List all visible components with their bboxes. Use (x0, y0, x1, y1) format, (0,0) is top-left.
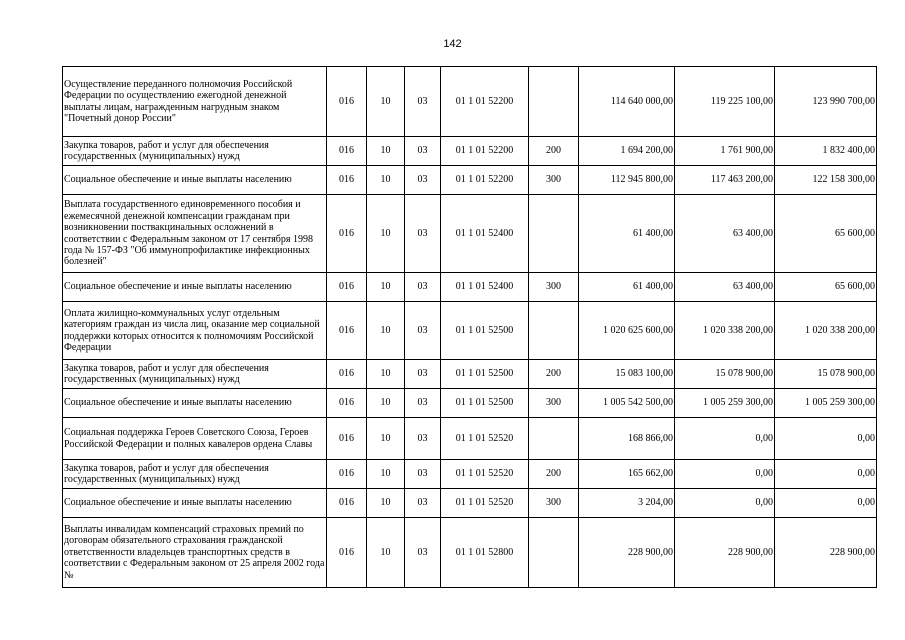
budget-table (62, 66, 877, 588)
subsection-code: 03 (405, 489, 441, 518)
subsection-code: 03 (405, 67, 441, 137)
ministry-code: 016 (327, 418, 367, 460)
subsection-code: 03 (405, 418, 441, 460)
table-row (63, 460, 877, 489)
amount-year-1: 168 866,00 (579, 418, 675, 460)
subsection-code: 03 (405, 460, 441, 489)
target-article-code: 01 1 01 52500 (441, 389, 529, 418)
table-row (63, 67, 877, 137)
ministry-code: 016 (327, 518, 367, 588)
section-code: 10 (367, 273, 405, 302)
ministry-code: 016 (327, 166, 367, 195)
target-article-code: 01 1 01 52200 (441, 67, 529, 137)
ministry-code: 016 (327, 360, 367, 389)
amount-year-2: 0,00 (675, 418, 775, 460)
amount-year-1: 228 900,00 (579, 518, 675, 588)
table-row (63, 518, 877, 588)
item-name: Социальное обеспечение и иные выплаты населению (63, 489, 327, 518)
target-article-code: 01 1 01 52400 (441, 195, 529, 273)
amount-year-1: 1 020 625 600,00 (579, 302, 675, 360)
ministry-code: 016 (327, 195, 367, 273)
amount-year-3: 122 158 300,00 (775, 166, 877, 195)
target-article-code: 01 1 01 52520 (441, 418, 529, 460)
expense-type-code: 300 (529, 273, 579, 302)
page-number: 142 (443, 38, 462, 50)
amount-year-2: 63 400,00 (675, 195, 775, 273)
item-name: Оплата жилищно-коммунальных услуг отдельным категориям граждан из числа лиц, оказание мер социальной поддержки которых относится к полномочиям Российской Федерации (63, 302, 327, 360)
target-article-code: 01 1 01 52500 (441, 302, 529, 360)
item-name: Выплата государственного единовременного пособия и ежемесячной денежной компенсации гражданам при возникновении поствакцинальных осложнений в соответствии с Федеральным законом от 17 сентября 1998 года № 157-ФЗ "Об иммунопрофилактике инфекционных болезней" (63, 195, 327, 273)
expense-type-code (529, 195, 579, 273)
section-code: 10 (367, 67, 405, 137)
table-row (63, 302, 877, 360)
amount-year-1: 114 640 000,00 (579, 67, 675, 137)
target-article-code: 01 1 01 52800 (441, 518, 529, 588)
table-row (63, 195, 877, 273)
subsection-code: 03 (405, 360, 441, 389)
ministry-code: 016 (327, 302, 367, 360)
amount-year-3: 1 832 400,00 (775, 137, 877, 166)
section-code: 10 (367, 518, 405, 588)
ministry-code: 016 (327, 460, 367, 489)
amount-year-1: 165 662,00 (579, 460, 675, 489)
section-code: 10 (367, 489, 405, 518)
target-article-code: 01 1 01 52200 (441, 166, 529, 195)
subsection-code: 03 (405, 518, 441, 588)
amount-year-2: 0,00 (675, 460, 775, 489)
amount-year-2: 228 900,00 (675, 518, 775, 588)
amount-year-1: 61 400,00 (579, 273, 675, 302)
table-row (63, 489, 877, 518)
expense-type-code: 200 (529, 360, 579, 389)
amount-year-3: 123 990 700,00 (775, 67, 877, 137)
target-article-code: 01 1 01 52400 (441, 273, 529, 302)
expense-type-code: 200 (529, 137, 579, 166)
ministry-code: 016 (327, 489, 367, 518)
expense-type-code: 300 (529, 489, 579, 518)
table-row (63, 418, 877, 460)
section-code: 10 (367, 389, 405, 418)
amount-year-3: 0,00 (775, 460, 877, 489)
amount-year-3: 65 600,00 (775, 273, 877, 302)
subsection-code: 03 (405, 389, 441, 418)
ministry-code: 016 (327, 67, 367, 137)
amount-year-1: 61 400,00 (579, 195, 675, 273)
item-name: Социальное обеспечение и иные выплаты населению (63, 273, 327, 302)
item-name: Закупка товаров, работ и услуг для обеспечения государственных (муниципальных) нужд (63, 137, 327, 166)
target-article-code: 01 1 01 52520 (441, 489, 529, 518)
amount-year-2: 15 078 900,00 (675, 360, 775, 389)
amount-year-2: 1 005 259 300,00 (675, 389, 775, 418)
amount-year-1: 15 083 100,00 (579, 360, 675, 389)
item-name: Социальное обеспечение и иные выплаты населению (63, 166, 327, 195)
subsection-code: 03 (405, 273, 441, 302)
section-code: 10 (367, 195, 405, 273)
table-row (63, 360, 877, 389)
section-code: 10 (367, 166, 405, 195)
subsection-code: 03 (405, 166, 441, 195)
ministry-code: 016 (327, 273, 367, 302)
target-article-code: 01 1 01 52500 (441, 360, 529, 389)
expense-type-code (529, 418, 579, 460)
subsection-code: 03 (405, 137, 441, 166)
amount-year-3: 228 900,00 (775, 518, 877, 588)
amount-year-2: 117 463 200,00 (675, 166, 775, 195)
amount-year-2: 119 225 100,00 (675, 67, 775, 137)
amount-year-1: 3 204,00 (579, 489, 675, 518)
item-name: Социальное обеспечение и иные выплаты населению (63, 389, 327, 418)
subsection-code: 03 (405, 302, 441, 360)
table-body (63, 67, 877, 588)
item-name: Социальная поддержка Героев Советского Союза, Героев Российской Федерации и полных кавалеров ордена Славы (63, 418, 327, 460)
amount-year-3: 1 020 338 200,00 (775, 302, 877, 360)
item-name: Выплаты инвалидам компенсаций страховых премий по договорам обязательного страхования гражданской ответственности владельцев транспортных средств в соответствии с Федеральным законом от 25 апреля 2002 года № (63, 518, 327, 588)
amount-year-2: 1 020 338 200,00 (675, 302, 775, 360)
section-code: 10 (367, 137, 405, 166)
amount-year-2: 63 400,00 (675, 273, 775, 302)
amount-year-1: 1 005 542 500,00 (579, 389, 675, 418)
ministry-code: 016 (327, 137, 367, 166)
target-article-code: 01 1 01 52200 (441, 137, 529, 166)
table-row (63, 273, 877, 302)
amount-year-1: 112 945 800,00 (579, 166, 675, 195)
expense-type-code: 300 (529, 389, 579, 418)
amount-year-3: 1 005 259 300,00 (775, 389, 877, 418)
table-row (63, 137, 877, 166)
item-name: Закупка товаров, работ и услуг для обеспечения государственных (муниципальных) нужд (63, 360, 327, 389)
section-code: 10 (367, 360, 405, 389)
item-name: Закупка товаров, работ и услуг для обеспечения государственных (муниципальных) нужд (63, 460, 327, 489)
section-code: 10 (367, 418, 405, 460)
item-name: Осуществление переданного полномочия Российской Федерации по осуществлению ежегодной денежной выплаты лицам, награжденным нагрудным знаком "Почетный донор России" (63, 67, 327, 137)
ministry-code: 016 (327, 389, 367, 418)
section-code: 10 (367, 302, 405, 360)
amount-year-2: 0,00 (675, 489, 775, 518)
subsection-code: 03 (405, 195, 441, 273)
expense-type-code: 300 (529, 166, 579, 195)
amount-year-3: 0,00 (775, 489, 877, 518)
expense-type-code: 200 (529, 460, 579, 489)
amount-year-3: 15 078 900,00 (775, 360, 877, 389)
table-row (63, 389, 877, 418)
amount-year-3: 0,00 (775, 418, 877, 460)
expense-type-code (529, 67, 579, 137)
amount-year-1: 1 694 200,00 (579, 137, 675, 166)
expense-type-code (529, 518, 579, 588)
expense-type-code (529, 302, 579, 360)
target-article-code: 01 1 01 52520 (441, 460, 529, 489)
section-code: 10 (367, 460, 405, 489)
amount-year-2: 1 761 900,00 (675, 137, 775, 166)
table-row (63, 166, 877, 195)
amount-year-3: 65 600,00 (775, 195, 877, 273)
